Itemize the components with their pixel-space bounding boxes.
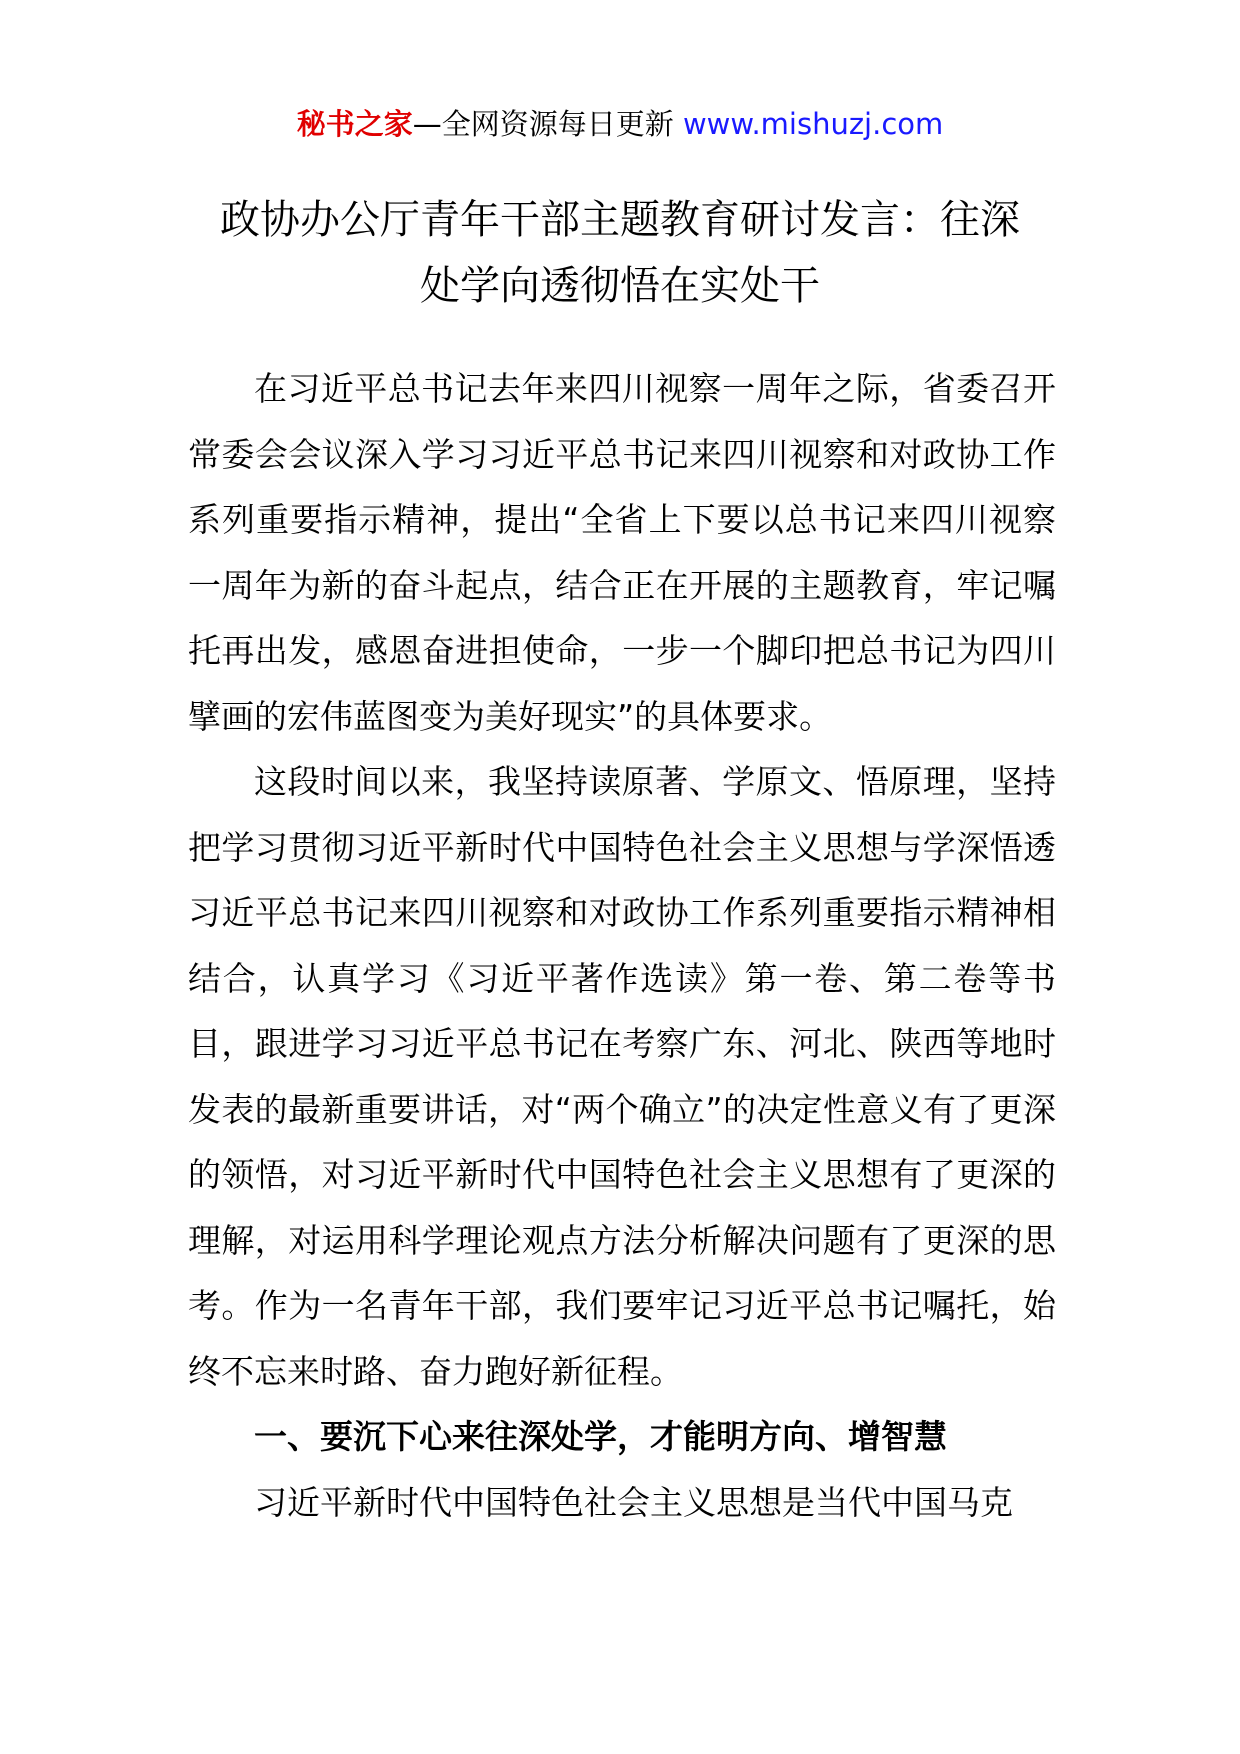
title-line-1: 政协办公厅青年干部主题教育研讨发言：往深 [220, 196, 1020, 243]
body-paragraph: 这段时间以来，我坚持读原著、学原文、悟原理，坚持把学习贯彻习近平新时代中国特色社会主义思想与学深悟透习近平总书记来四川视察和对政协工作系列重要指示精神相结合，认真学习《习近平著作选读》第一卷、第二卷等书目，跟进学习习近平总书记在考察广东、河北、陕西等地时发表的最新重要讲话，对“两个确立”的决定性意义有了更深的领悟，对习近平新时代中国特色社会主义思想有了更深的理解，对运用科学理论观点方法分析解决问题有了更深的思考。作为一名青年干部，我们要牢记习近平总书记嘱托，始终不忘来时路、奋力跑好新征程。 [188, 762, 1056, 1391]
body-paragraph: 在习近平总书记去年来四川视察一周年之际，省委召开常委会会议深入学习习近平总书记来四川视察和对政协工作系列重要指示精神，提出“全省上下要以总书记来四川视察一周年为新的奋斗起点，结合正在开展的主题教育，牢记嘱托再出发，感恩奋进担使命，一步一个脚印把总书记为四川擘画的宏伟蓝图变为美好现实”的具体要求。 [188, 369, 1056, 736]
site-tagline: —全网资源每日更新 [412, 107, 674, 141]
site-brand: 秘书之家 [296, 107, 413, 141]
section-heading: 一、要沉下心来往深处学，才能明方向、增智慧 [254, 1417, 947, 1456]
document-body [188, 356, 1056, 1535]
section-paragraph: 习近平新时代中国特色社会主义思想是当代中国马克 [254, 1482, 1013, 1522]
site-header [0, 104, 1240, 144]
document-title [180, 187, 1060, 319]
title-line-2: 处学向透彻悟在实处干 [420, 262, 820, 309]
site-url-link[interactable]: www.mishuzj.com [682, 107, 944, 141]
